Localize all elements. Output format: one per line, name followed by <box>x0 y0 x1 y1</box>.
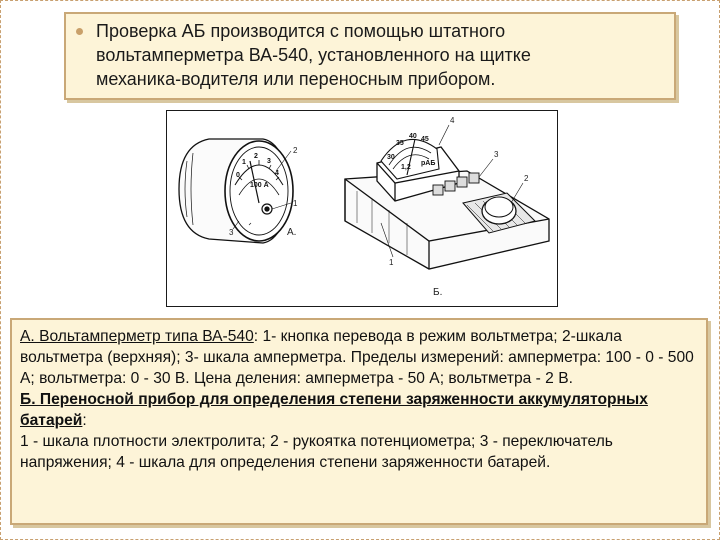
label-a: А. <box>287 227 297 238</box>
callout-a-2: 2 <box>293 146 298 155</box>
title-line-2: вольтамперметра ВА-540, установленного на щитке <box>96 45 531 65</box>
caption-b-colon: : <box>82 412 87 429</box>
callout-b-1: 1 <box>389 258 394 267</box>
portable-tester-b <box>345 125 549 269</box>
caption-a-heading: А. Вольтамперметр типа ВА-540 <box>20 328 254 345</box>
voltammeter-a <box>179 139 293 243</box>
title-line-3: механика-водителя или переносным прибором. <box>96 69 496 89</box>
dial-a-0: 0 <box>236 172 240 179</box>
caption-box <box>10 318 708 525</box>
caption-paragraph-a <box>20 326 698 389</box>
instrument-drawing <box>167 111 557 306</box>
slide-title <box>96 19 666 91</box>
caption-b-text: 1 - шкала плотности электролита; 2 - рукоятка потенциометра; 3 - переключатель напряжения; 4 - шкала для определения степени заряженности батарей. <box>20 433 613 471</box>
dial-a-3: 3 <box>267 158 271 165</box>
callout-b-3: 3 <box>494 150 499 159</box>
dial-b-unit: рАБ <box>421 160 436 167</box>
dial-b-12: 1,2 <box>401 164 411 171</box>
dial-b-30: 30 <box>387 154 395 161</box>
caption-b-heading: Б. Переносной прибор для определения степени заряженности аккумуляторных батарей <box>20 391 648 429</box>
dial-b-45: 45 <box>421 136 429 143</box>
caption-a-text: 1- кнопка перевода в режим вольтметра; 2-шкала вольтметра (верхняя); 3- шкала амперметра. Пределы измерений: амперметра: 100 - 0 - 500 А; вольтметра: 0 - 30 В. Цена деления: амперметра - 50 А; вольтметра - 2 В. <box>20 328 694 387</box>
dial-b-35: 35 <box>396 140 404 147</box>
dial-b-40: 40 <box>409 133 417 140</box>
title-line-1: Проверка АБ производится с помощью штатного <box>96 21 506 41</box>
instrument-figure <box>166 110 558 307</box>
dial-a-1: 1 <box>242 159 246 166</box>
callout-b-4: 4 <box>450 116 455 125</box>
dial-a-2: 2 <box>254 153 258 160</box>
label-b: Б. <box>433 287 443 298</box>
dial-a-unit: 100 А <box>250 182 269 189</box>
bullet-icon <box>76 28 83 35</box>
caption-paragraph-b <box>20 389 698 473</box>
callout-a-3: 3 <box>229 228 234 237</box>
dial-a-4: 4 <box>275 170 279 177</box>
title-box <box>64 12 676 100</box>
caption-a-colon: : <box>253 328 259 345</box>
callout-a-1: 1 <box>293 199 298 208</box>
callout-b-2: 2 <box>524 174 529 183</box>
